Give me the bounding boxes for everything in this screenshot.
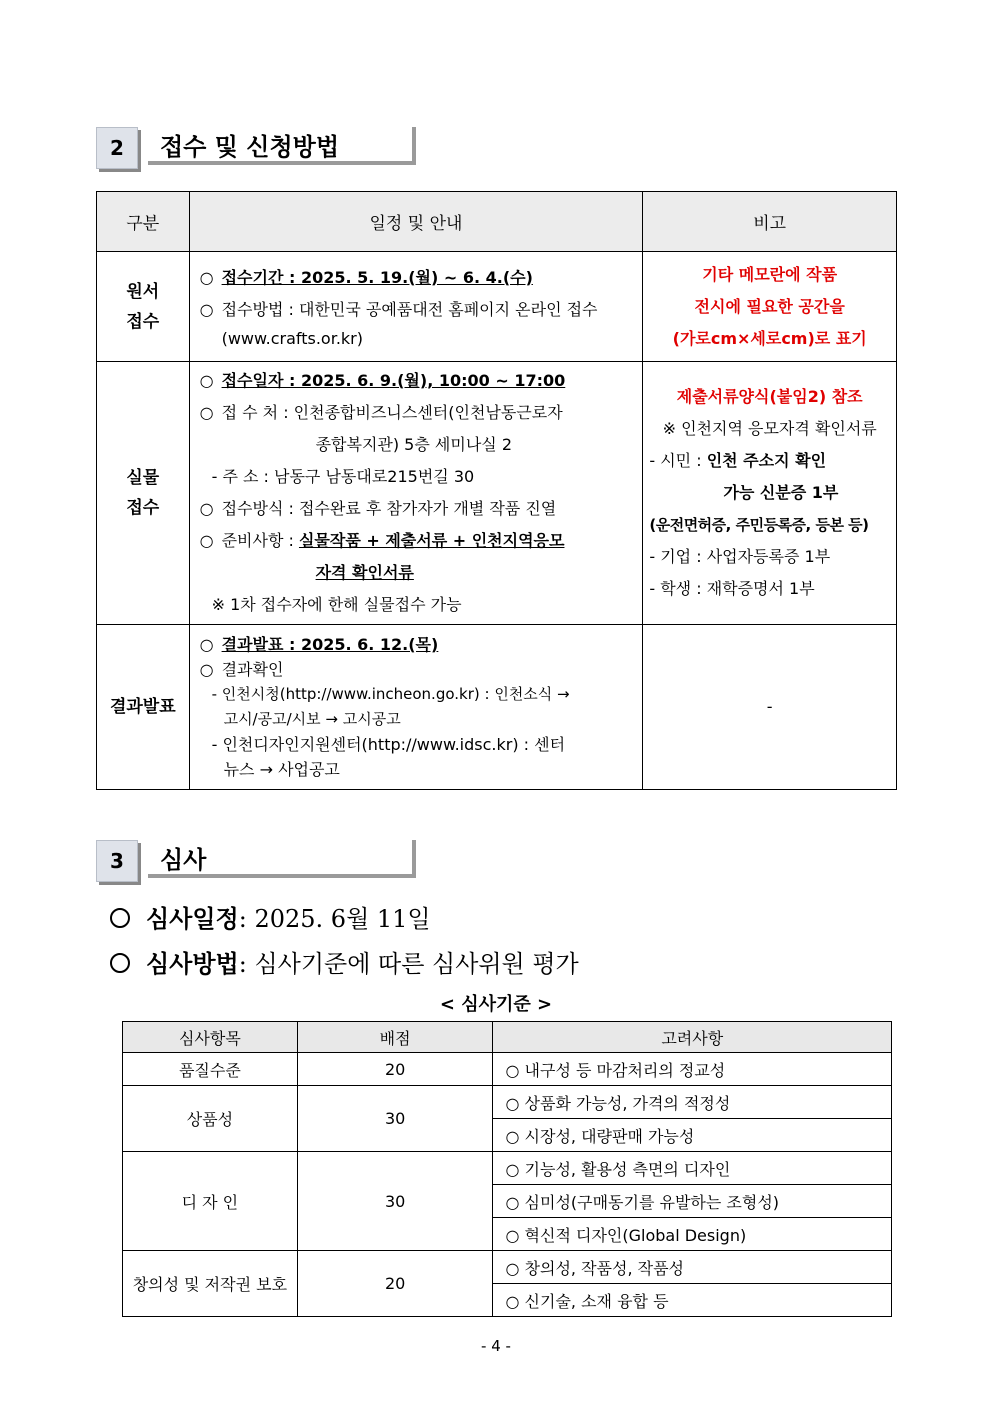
criteria-table (122, 1021, 892, 1317)
header-considerations: 고려사항 (493, 1022, 892, 1053)
circle-bullet-icon (110, 953, 130, 973)
section-number: 2 (96, 127, 138, 169)
online-method: ○ 접수방법 : 대한민국 공예품대전 홈페이지 온라인 접수 (199, 299, 598, 319)
exam-date: 심사일정: 2025. 6월 11일 (146, 904, 431, 933)
physical-remark: ※ 1차 접수자에 한해 실물접수 가능 (211, 595, 462, 614)
row-physical-content: ○ 접수일자 : 2025. 6. 9.(월), 10:00 ~ 17:00 ○ 접 수 처 : 인천종합비즈니스센터(인천남동근로자 종합복지관) 5층 세미나실 2 - 주 소 : 남동구 남동대로215번길 30 ○ 접수방식 : 접수완료 후 참가자가 개별 작품 진열 ○ 준비사항 : 실물작품 + 제출서류 + 인천지역응모 자격 확인서류 ※ 1차 접수자에 한해 실물접수 가능 (189, 362, 643, 625)
table-row: ○ 혁신적 디자인(Global Design) (123, 1218, 892, 1251)
header-category: 구분 (97, 192, 190, 252)
online-period: ○ 접수기간 : 2025. 5. 19.(월) ~ 6. 4.(수) (199, 267, 533, 287)
table-row: 창의성 및 저작권 보호 20 ○ 창의성, 작품성, 작품성 (123, 1251, 892, 1284)
page-number: - 4 - (481, 1337, 511, 1355)
table-row: 상품성 30 ○ 상품화 가능성, 가격의 적정성 (123, 1086, 892, 1119)
online-url: (www.crafts.or.kr) (221, 328, 363, 348)
row-online-category: 원서 접수 (97, 252, 190, 362)
table-row: 품질수준 20 ○ 내구성 등 마감처리의 정교성 (123, 1053, 892, 1086)
header-note: 비고 (643, 192, 897, 252)
section-2-header (96, 127, 421, 171)
table-row: ○ 시장성, 대량판매 가능성 (123, 1119, 892, 1152)
header-item: 심사항목 (123, 1022, 298, 1053)
table-row: ○ 신기술, 소재 융합 등 (123, 1284, 892, 1317)
circle-bullet-icon (110, 908, 130, 928)
header-score: 배점 (297, 1022, 493, 1053)
table-row: 디 자 인 30 ○ 기능성, 활용성 측면의 디자인 (123, 1152, 892, 1185)
physical-prep: ○ 준비사항 : 실물작품 + 제출서류 + 인천지역응모 (199, 531, 565, 550)
row-physical-note: 제출서류양식(붙임2) 참조 ※ 인천지역 응모자격 확인서류 - 시민 : 인천 주소지 확인 가능 신분증 1부 (운전면허증, 주민등록증, 등본 등) - 기업 : 사업자등록증 1부 - 학생 : 재학증명서 1부 (643, 362, 897, 625)
result-idsc-link: - 인천디자인지원센터(http://www.idsc.kr) : 센터 (211, 735, 566, 754)
row-physical-category: 실물 접수 (97, 362, 190, 625)
physical-place: ○ 접 수 처 : 인천종합비즈니스센터(인천남동근로자 (199, 403, 563, 422)
row-online-content (189, 252, 643, 362)
row-result-note: - (643, 625, 897, 790)
row-result-content: ○ 결과발표 : 2025. 6. 12.(목) ○ 결과확인 - 인천시청(http://www.incheon.go.kr) : 인천소식 → 고시/공고/시보 → 고시공고 - 인천디자인지원센터(http://www.idsc.kr) : 센터 뉴스 → 사업공고 (189, 625, 643, 790)
table-row: ○ 심미성(구매동기를 유발하는 조형성) (123, 1185, 892, 1218)
result-check: ○ 결과확인 (199, 660, 284, 679)
application-table (96, 191, 897, 790)
result-date: ○ 결과발표 : 2025. 6. 12.(목) (199, 635, 439, 654)
criteria-title: < 심사기준 > (439, 994, 553, 1015)
physical-address: - 주 소 : 남동구 남동대로215번길 30 (211, 467, 475, 486)
section-title: 접수 및 신청방법 (148, 127, 416, 165)
exam-method: 심사방법: 심사기준에 따른 심사위원 평가 (146, 949, 579, 978)
physical-date: ○ 접수일자 : 2025. 6. 9.(월), 10:00 ~ 17:00 (199, 371, 566, 390)
row-result-category: 결과발표 (97, 625, 190, 790)
result-incheon-link: - 인천시청(http://www.incheon.go.kr) : 인천소식 → (211, 685, 570, 703)
section-number: 3 (96, 840, 138, 882)
physical-method: ○ 접수방식 : 접수완료 후 참가자가 개별 작품 진열 (199, 499, 557, 518)
header-schedule: 일정 및 안내 (189, 192, 643, 252)
section-title: 심사 (148, 840, 416, 878)
row-online-note: 기타 메모란에 작품 전시에 필요한 공간을 (가로cm×세로cm)로 표기 (643, 252, 897, 362)
section-3-header (96, 840, 421, 884)
